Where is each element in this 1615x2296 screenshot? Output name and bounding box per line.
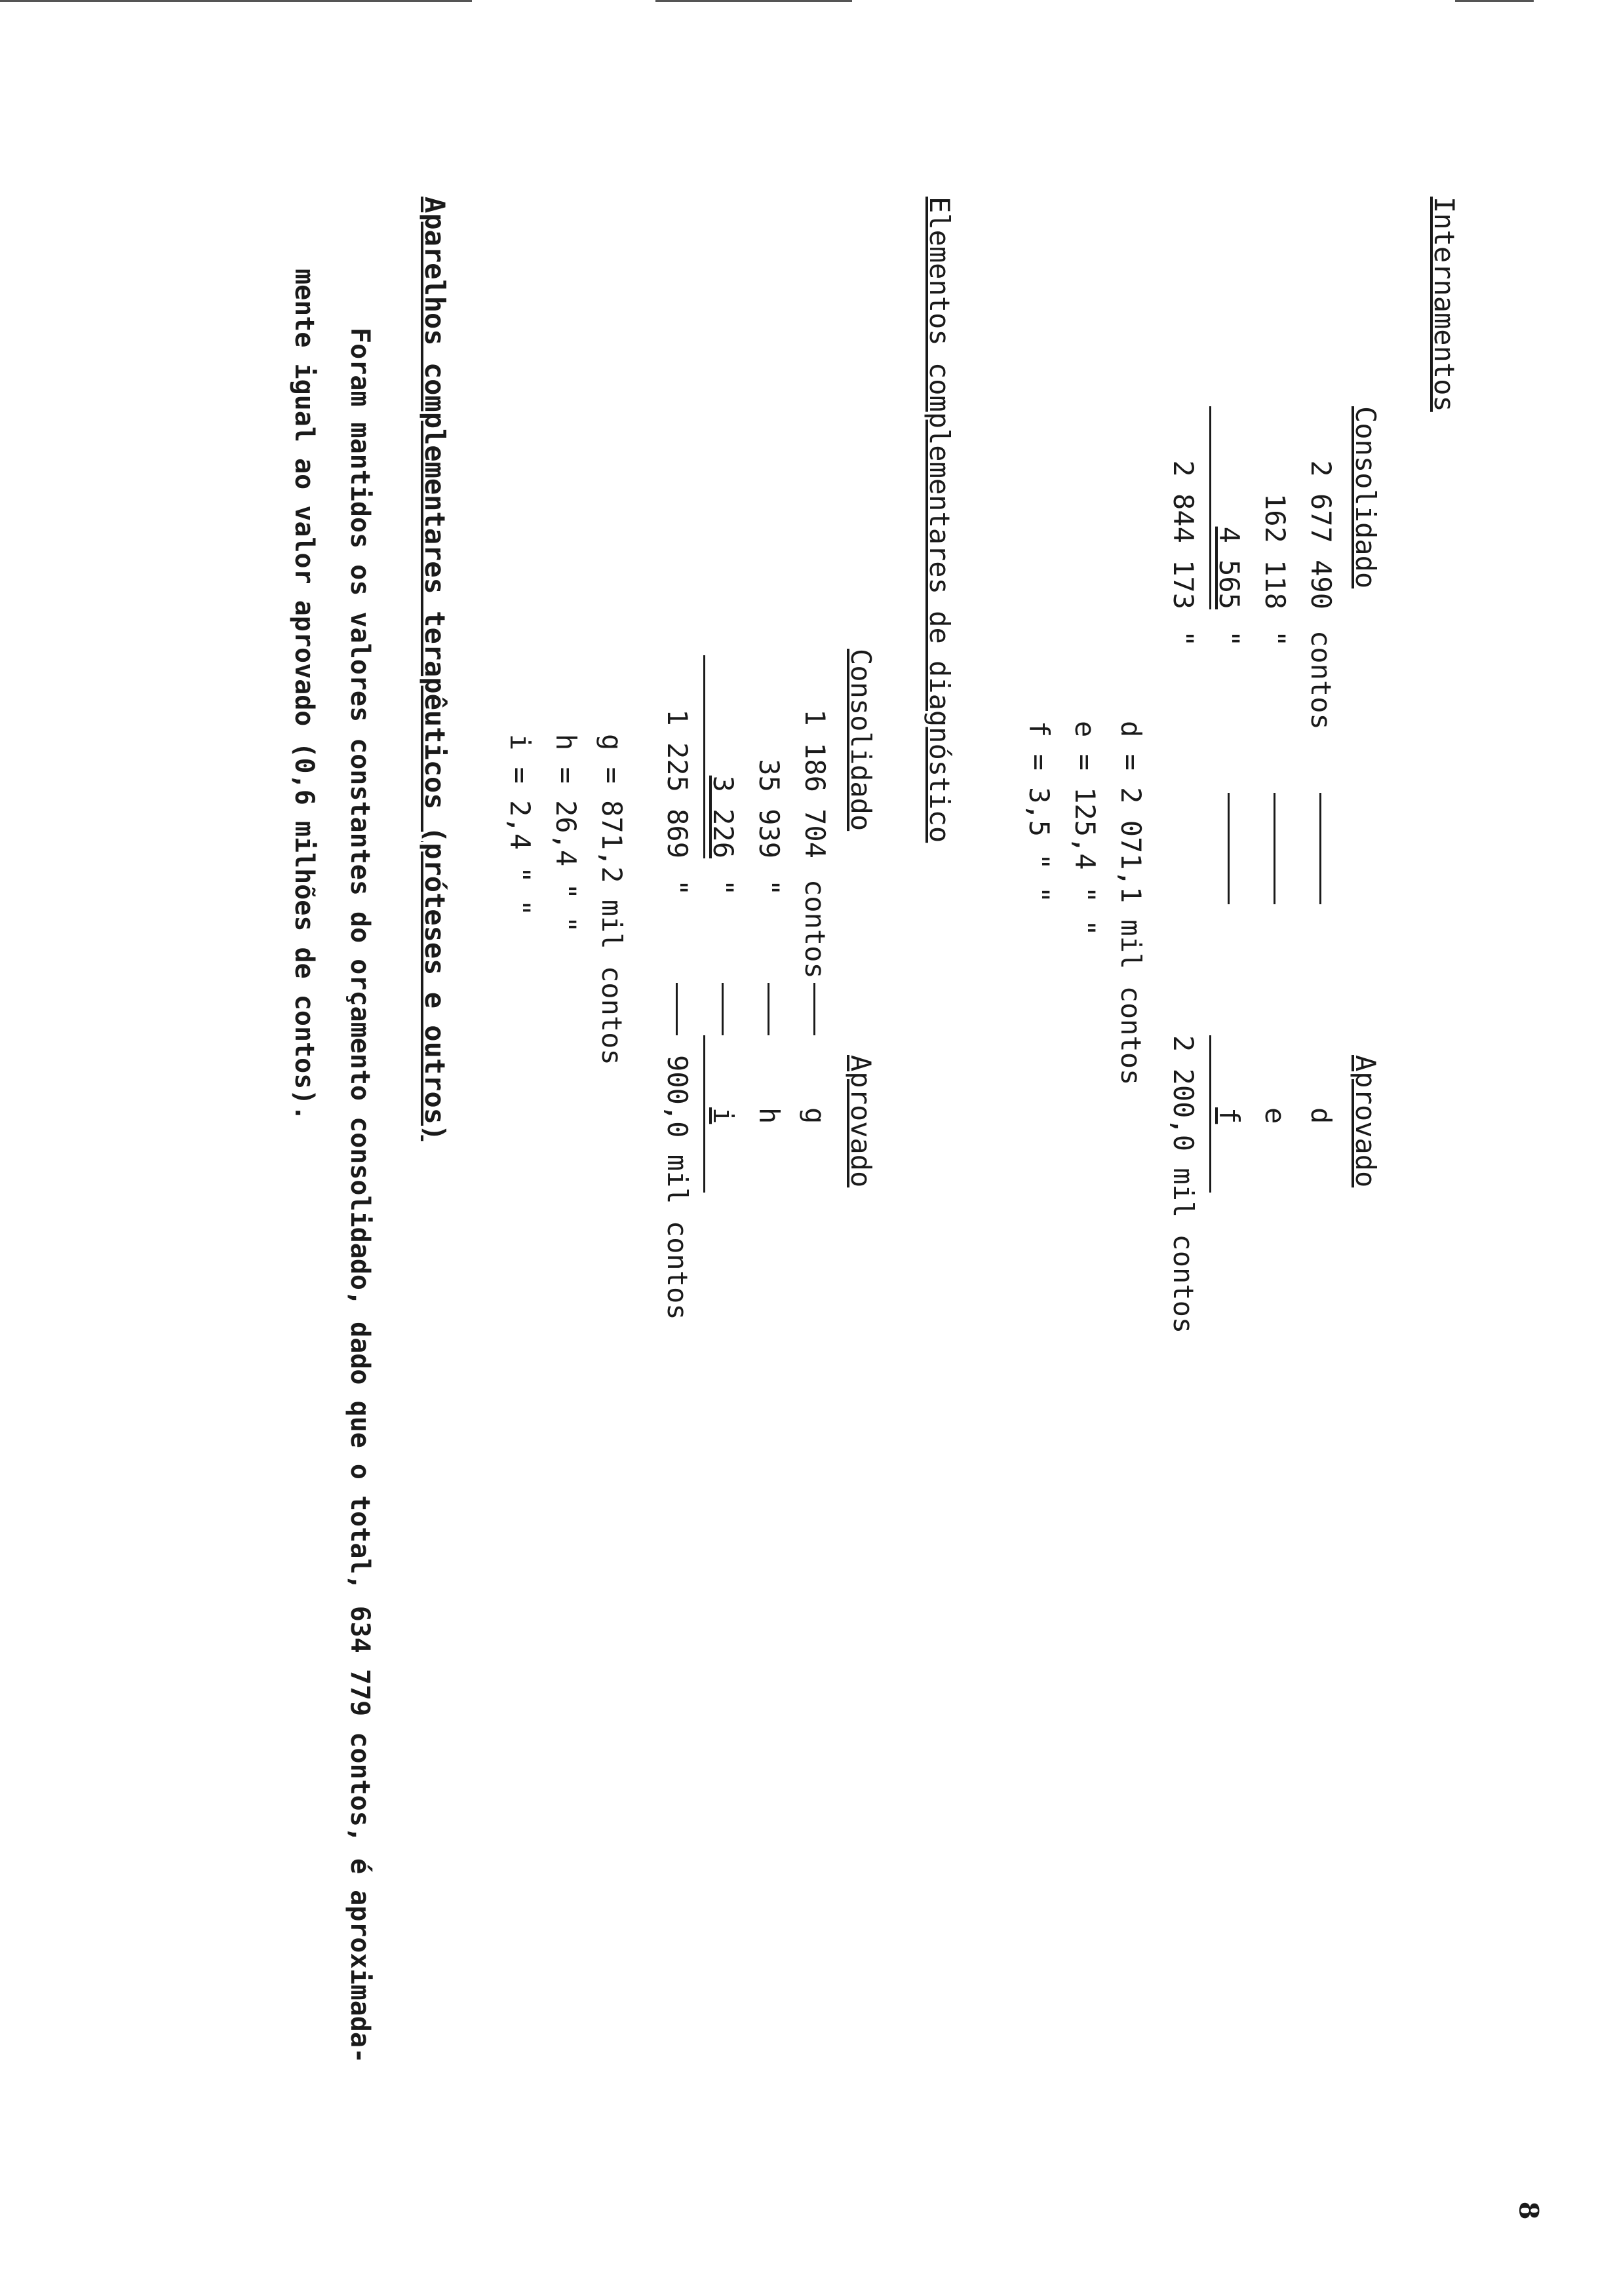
dash-line [813,983,815,1035]
paragraph-line: mente igual ao valor aprovado (0,6 milhões de contos). [289,269,319,1121]
equation-line: f = 3,5 " " [1023,721,1055,904]
total-aprovado: 900,0 mil contos [661,1055,693,1320]
table-cell-var: g [799,1107,831,1124]
table-cell-unit: " [707,879,739,896]
table-cell-value: 1 186 704 [799,709,831,858]
table-cell-unit: " [661,879,693,896]
equation-line: g = 871,2 mil contos [596,734,628,1065]
table-cell-value: 35 939 [753,759,785,858]
table-cell-value: 162 118 [1259,493,1291,609]
col-header-aprovado: Aprovado [845,1055,877,1188]
dash-line [676,983,678,1035]
paragraph-line: Foram mantidos os valores constantes do orçamento consolidado, dado que o total, 634 779 contos, é aproximada- [345,328,375,2064]
table-cell-var: i [707,1107,739,1124]
table-cell-unit: " [1259,630,1291,647]
table-cell-var: e [1259,1107,1291,1124]
table-cell-unit: " [1213,630,1245,647]
total-consolidado: 2 844 173 [1167,460,1199,609]
dash-line [1319,793,1321,904]
equation-line: e = 125,4 " " [1069,721,1101,936]
col-header-consolidado: Consolidado [845,649,877,832]
table-cell-unit: " [1167,630,1199,647]
table-cell-value: 4 565 [1213,526,1245,609]
dash-line [1274,793,1275,904]
page-number: 8 [1513,2201,1544,2220]
section-heading-internamentos: Internamentos [1428,197,1460,412]
table-cell-unit: " [753,879,785,896]
table-cell-var: d [1305,1107,1337,1124]
sum-rule [1209,1035,1211,1193]
col-header-aprovado: Aprovado [1350,1055,1382,1188]
sum-rule [703,655,705,858]
equation-line: i = 2,4 " " [504,734,536,917]
dash-line [768,983,769,1035]
section-heading-aparelhos: Aparelhos complementares terapêuticos (próteses e outros) [419,197,451,1141]
section-heading-diagnostico: Elementos complementares de diagnóstico [924,197,956,843]
total-aprovado: 2 200,0 mil contos [1167,1035,1199,1334]
table-cell-value: 3 226 [707,775,739,858]
table-cell-var: f [1213,1107,1245,1124]
sum-rule [703,1035,705,1193]
col-header-consolidado: Consolidado [1350,406,1382,589]
equation-line: h = 26,4 " " [550,734,582,933]
table-cell-value: 2 677 490 [1305,460,1337,609]
total-consolidado: 1 225 869 [661,709,693,858]
sum-rule [1209,406,1211,609]
table-cell-var: h [753,1107,785,1124]
dash-line [1228,793,1230,904]
table-cell-unit: contos [1305,630,1337,730]
equation-line: d = 2 071,1 mil contos [1115,721,1147,1086]
table-cell-unit: contos [799,879,831,979]
dash-line [722,983,724,1035]
